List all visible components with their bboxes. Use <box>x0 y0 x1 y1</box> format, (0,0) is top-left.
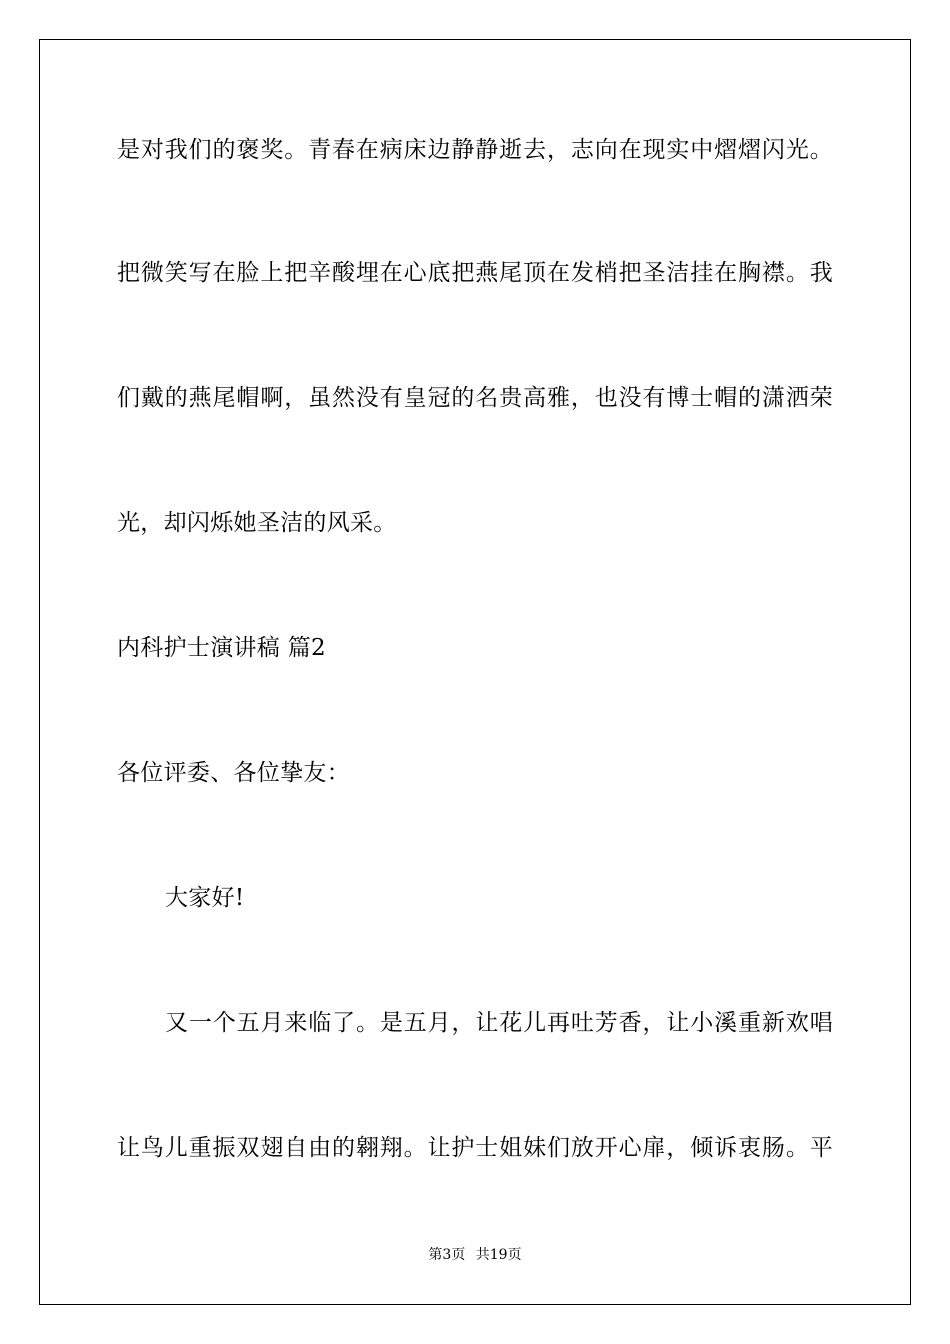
page-number-footer: 第3页 共19页 <box>428 1247 522 1263</box>
greeting: 大家好! <box>165 885 245 911</box>
paragraph-line-1: 又一个五月来临了。是五月，让花儿再吐芳香，让小溪重新欢唱 <box>165 1010 833 1036</box>
body-text-line-2: 把微笑写在脸上把辛酸埋在心底把燕尾顶在发梢把圣洁挂在胸襟。我 <box>117 260 833 286</box>
body-text-line-4: 光，却闪烁她圣洁的风采。 <box>117 510 397 536</box>
paragraph-line-2: 让鸟儿重振双翅自由的翱翔。让护士姐妹们放开心扉，倾诉衷肠。平 <box>117 1135 833 1161</box>
page-border <box>39 39 911 1305</box>
body-text-line-3: 们戴的燕尾帽啊，虽然没有皇冠的名贵高雅，也没有博士帽的潇洒荣 <box>117 385 833 411</box>
salutation: 各位评委、各位挚友： <box>117 760 350 786</box>
body-text-line-1: 是对我们的褒奖。青春在病床边静静逝去，志向在现实中熠熠闪光。 <box>117 137 833 163</box>
section-heading: 内科护士演讲稿 篇2 <box>117 635 326 661</box>
